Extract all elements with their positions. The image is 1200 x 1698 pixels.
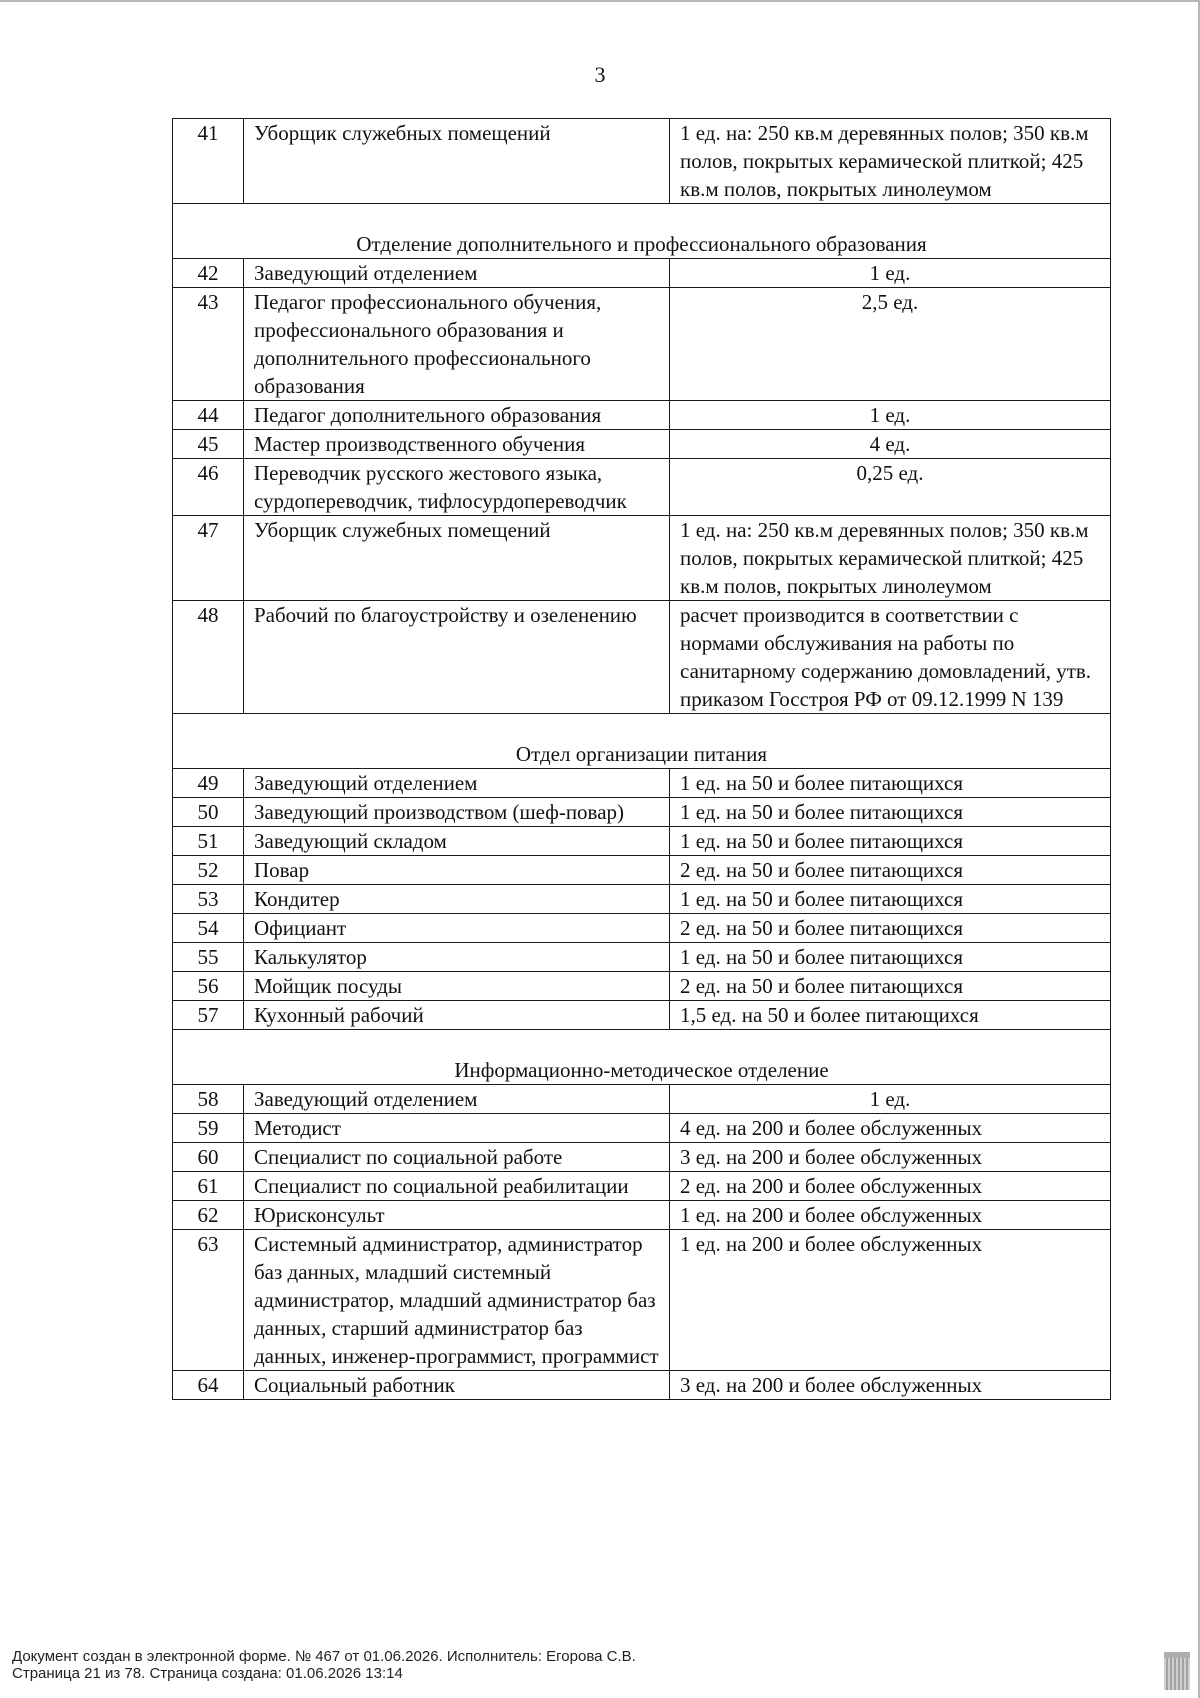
row-number: 55 (173, 943, 244, 972)
staffing-norm: 1 ед. на: 250 кв.м деревянных полов; 350 кв.м полов, покрытых керамической плиткой; 425 кв.м полов, покрытых линолеумом (670, 119, 1111, 204)
row-number: 63 (173, 1230, 244, 1371)
row-number: 53 (173, 885, 244, 914)
position-title: Мойщик посуды (244, 972, 670, 1001)
staffing-norm: 1 ед. (670, 1085, 1111, 1114)
staffing-norm: 1 ед. на: 250 кв.м деревянных полов; 350 кв.м полов, покрытых керамической плиткой; 425 кв.м полов, покрытых линолеумом (670, 516, 1111, 601)
position-title: Официант (244, 914, 670, 943)
row-number: 42 (173, 259, 244, 288)
position-title: Рабочий по благоустройству и озеленению (244, 601, 670, 714)
staffing-norm: 1 ед. на 50 и более питающихся (670, 769, 1111, 798)
row-number: 51 (173, 827, 244, 856)
table-row (173, 119, 1111, 204)
staffing-norm: 1 ед. на 50 и более питающихся (670, 943, 1111, 972)
position-title: Педагог профессионального обучения, профессионального образования и дополнительного профессионального образования (244, 288, 670, 401)
section-header-row (173, 204, 1111, 259)
staffing-norm: 1 ед. на 200 и более обслуженных (670, 1201, 1111, 1230)
staffing-norm: 2 ед. на 50 и более питающихся (670, 914, 1111, 943)
position-title: Уборщик служебных помещений (244, 119, 670, 204)
table-row (173, 885, 1111, 914)
row-number: 46 (173, 459, 244, 516)
staffing-norm: 1 ед. на 200 и более обслуженных (670, 1230, 1111, 1371)
row-number: 44 (173, 401, 244, 430)
staffing-norm: 2 ед. на 50 и более питающихся (670, 856, 1111, 885)
row-number: 52 (173, 856, 244, 885)
position-title: Повар (244, 856, 670, 885)
table-row (173, 943, 1111, 972)
staffing-norm: 0,25 ед. (670, 459, 1111, 516)
row-number: 64 (173, 1371, 244, 1400)
table-row (173, 1085, 1111, 1114)
staffing-norm: 2 ед. на 200 и более обслуженных (670, 1172, 1111, 1201)
row-number: 61 (173, 1172, 244, 1201)
document-footer (12, 1648, 636, 1682)
staffing-norm: 1 ед. на 50 и более питающихся (670, 798, 1111, 827)
staffing-norm: 4 ед. (670, 430, 1111, 459)
position-title: Заведующий отделением (244, 259, 670, 288)
table-row (173, 430, 1111, 459)
position-title: Кухонный рабочий (244, 1001, 670, 1030)
row-number: 47 (173, 516, 244, 601)
row-number: 58 (173, 1085, 244, 1114)
position-title: Системный администратор, администратор баз данных, младший системный администратор, младший администратор баз данных, старший администратор баз данных, инженер-программист, программист (244, 1230, 670, 1371)
table-row (173, 769, 1111, 798)
table-row (173, 1172, 1111, 1201)
page-number: 3 (594, 62, 606, 87)
section-header-row (173, 714, 1111, 769)
row-number: 45 (173, 430, 244, 459)
position-title: Заведующий отделением (244, 1085, 670, 1114)
table-row (173, 288, 1111, 401)
position-title: Специалист по социальной реабилитации (244, 1172, 670, 1201)
position-title: Педагог дополнительного образования (244, 401, 670, 430)
row-number: 48 (173, 601, 244, 714)
row-number: 57 (173, 1001, 244, 1030)
footer-line-page-info: Страница 21 из 78. Страница создана: 01.06.2026 13:14 (12, 1665, 403, 1682)
position-title: Переводчик русского жестового языка, сурдопереводчик, тифлосурдопереводчик (244, 459, 670, 516)
table-row (173, 1371, 1111, 1400)
table-row (173, 798, 1111, 827)
table-row (173, 914, 1111, 943)
row-number: 49 (173, 769, 244, 798)
electronic-seal-icon (1164, 1652, 1190, 1690)
section-title: Отделение дополнительного и профессионального образования (173, 204, 1111, 259)
staffing-norm: 1 ед. на 50 и более питающихся (670, 885, 1111, 914)
staffing-norm: 1,5 ед. на 50 и более питающихся (670, 1001, 1111, 1030)
table-row (173, 459, 1111, 516)
row-number: 60 (173, 1143, 244, 1172)
row-number: 59 (173, 1114, 244, 1143)
table-row (173, 827, 1111, 856)
table-row (173, 1143, 1111, 1172)
row-number: 56 (173, 972, 244, 1001)
row-number: 41 (173, 119, 244, 204)
table-row (173, 259, 1111, 288)
staffing-norm: расчет производится в соответствии с нормами обслуживания на работы по санитарному содержанию домовладений, утв. приказом Госстроя РФ от 09.12.1999 N 139 (670, 601, 1111, 714)
position-title: Специалист по социальной работе (244, 1143, 670, 1172)
table-row (173, 1114, 1111, 1143)
staffing-norm: 3 ед. на 200 и более обслуженных (670, 1143, 1111, 1172)
staff-norms-table (172, 118, 1111, 1400)
footer-line-document-info: Документ создан в электронной форме. № 467 от 01.06.2026. Исполнитель: Егорова С.В. (12, 1648, 636, 1665)
row-number: 43 (173, 288, 244, 401)
position-title: Заведующий отделением (244, 769, 670, 798)
section-title: Отдел организации питания (173, 714, 1111, 769)
position-title: Уборщик служебных помещений (244, 516, 670, 601)
staffing-norm: 1 ед. (670, 401, 1111, 430)
staffing-norm: 1 ед. на 50 и более питающихся (670, 827, 1111, 856)
position-title: Заведующий складом (244, 827, 670, 856)
table-row (173, 1230, 1111, 1371)
row-number: 50 (173, 798, 244, 827)
table-row (173, 516, 1111, 601)
row-number: 62 (173, 1201, 244, 1230)
row-number: 54 (173, 914, 244, 943)
staffing-norm: 2 ед. на 50 и более питающихся (670, 972, 1111, 1001)
position-title: Методист (244, 1114, 670, 1143)
table-row (173, 856, 1111, 885)
table-row (173, 1001, 1111, 1030)
staffing-norm: 2,5 ед. (670, 288, 1111, 401)
section-title: Информационно-методическое отделение (173, 1030, 1111, 1085)
table-body (173, 119, 1111, 1400)
position-title: Кондитер (244, 885, 670, 914)
position-title: Социальный работник (244, 1371, 670, 1400)
section-header-row (173, 1030, 1111, 1085)
staffing-norm: 3 ед. на 200 и более обслуженных (670, 1371, 1111, 1400)
position-title: Заведующий производством (шеф-повар) (244, 798, 670, 827)
position-title: Мастер производственного обучения (244, 430, 670, 459)
table-row (173, 601, 1111, 714)
staffing-norm: 4 ед. на 200 и более обслуженных (670, 1114, 1111, 1143)
position-title: Калькулятор (244, 943, 670, 972)
table-row (173, 972, 1111, 1001)
table-row (173, 401, 1111, 430)
position-title: Юрисконсульт (244, 1201, 670, 1230)
staffing-norm: 1 ед. (670, 259, 1111, 288)
table-row (173, 1201, 1111, 1230)
